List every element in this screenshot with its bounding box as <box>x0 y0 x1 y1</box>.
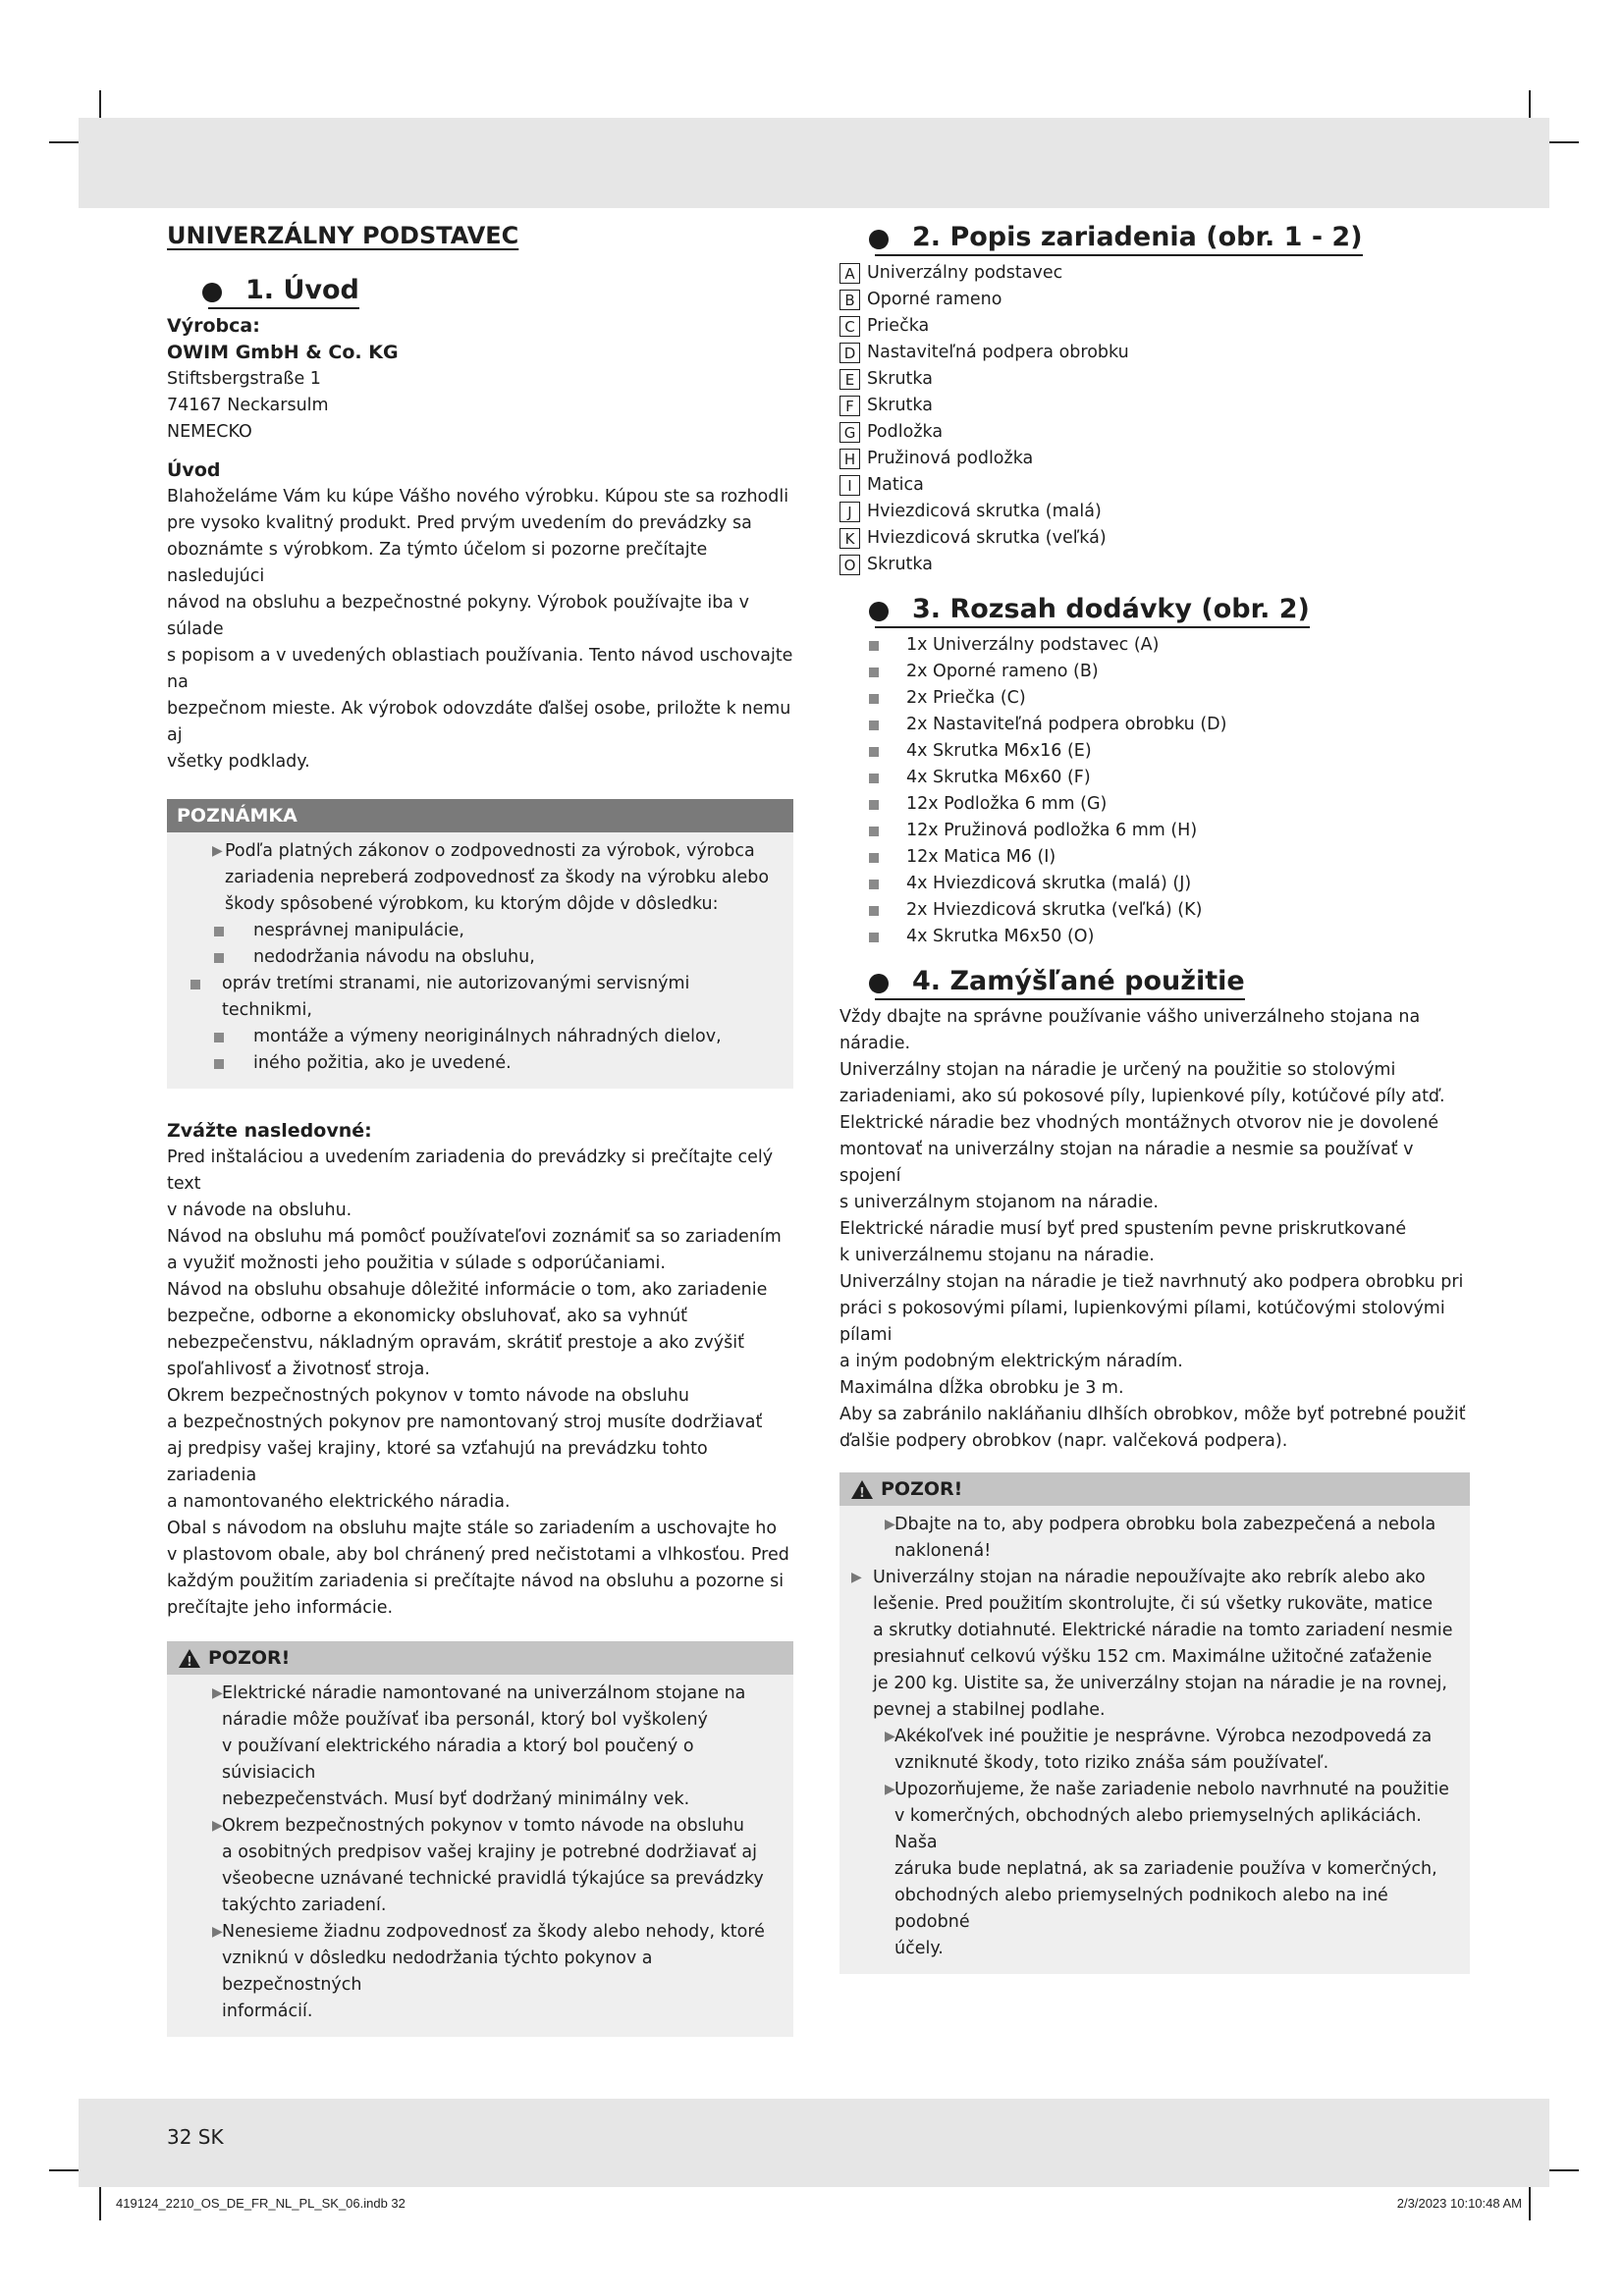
footer-band <box>79 2099 1549 2187</box>
address-line: NEMECKO <box>167 422 252 442</box>
caution-heading: ! POZOR! <box>167 1641 793 1675</box>
note-box-heading: POZNÁMKA <box>167 799 793 832</box>
address-line: 74167 Neckarsulm <box>167 396 329 415</box>
part-label: Pružinová podložka <box>867 449 1034 468</box>
note-list-item: opráv tretími stranami, nie autorizovanými servisnými technikmi, <box>179 971 782 1024</box>
part-label: Hviezdicová skrutka (malá) <box>867 502 1102 521</box>
caution-item: ▶ Akékoľvek iné použitie je nesprávne. Výrobca nezodpovedá za vzniknuté škody, toto riziko znáša sám používateľ. <box>851 1724 1458 1777</box>
caution-heading: ! POZOR! <box>839 1472 1470 1506</box>
scope-item: 4x Skrutka M6x50 (O) <box>839 924 1470 950</box>
crop-mark <box>99 2187 101 2220</box>
caution-box-right <box>839 1472 1470 1974</box>
note-list-item: nedodržania návodu na obsluhu, <box>179 944 782 971</box>
document-title: UNIVERZÁLNY PODSTAVEC <box>167 222 519 249</box>
part-label: Skrutka <box>867 555 933 574</box>
part-label: Skrutka <box>867 396 933 415</box>
parts-legend-row <box>839 552 1470 578</box>
part-key: G <box>839 422 860 443</box>
parts-legend-row <box>839 287 1470 313</box>
caution-box-left <box>167 1641 793 2037</box>
parts-legend-row <box>839 260 1470 287</box>
section-heading-scope: 3. Rozsah dodávky (obr. 2) <box>869 594 1470 628</box>
caution-item: ▶ Dbajte na to, aby podpera obrobku bola zabezpečená a nebola naklonená! <box>851 1512 1458 1565</box>
manufacturer-label: Výrobca: <box>167 315 260 337</box>
imprint-date: 2/3/2023 10:10:48 AM <box>1396 2196 1522 2211</box>
part-key: J <box>839 502 860 522</box>
parts-legend-row <box>839 446 1470 472</box>
uvod-text: Blahoželáme Vám ku kúpe Vášho nového výrobku. Kúpou ste sa rozhodli pre vysoko kvalitný produkt. Pred prvým uvedením do prevádzky sa oboznámte s výrobkom. Za týmto účelom si pozorne prečítajte nasledujúci návod na obsluhu a bezpečnostné pokyny. Výrobok používajte iba v súlade s popisom a v uvedených oblastiach používania. Tento návod uschovajte na bezpečnom mieste. Ak výrobok odovzdáte ďalšej osobe, priložte k nemu aj všetky podklady. <box>167 487 793 772</box>
uvod-heading: Úvod <box>167 459 221 481</box>
part-key: C <box>839 316 860 337</box>
parts-legend-row <box>839 366 1470 393</box>
address-line: Stiftsbergstraße 1 <box>167 369 321 389</box>
left-column <box>167 222 793 2037</box>
scope-item: 4x Skrutka M6x16 (E) <box>839 738 1470 765</box>
parts-legend-row <box>839 340 1470 366</box>
parts-legend-row <box>839 313 1470 340</box>
part-label: Matica <box>867 475 924 495</box>
section-heading-description: 2. Popis zariadenia (obr. 1 - 2) <box>869 222 1470 256</box>
part-key: A <box>839 263 860 284</box>
scope-item: 2x Priečka (C) <box>839 685 1470 712</box>
part-key: F <box>839 396 860 416</box>
scope-item: 12x Pružinová podložka 6 mm (H) <box>839 818 1470 844</box>
parts-legend <box>839 260 1470 578</box>
header-band <box>79 118 1549 208</box>
right-column <box>839 222 1470 1974</box>
part-label: Hviezdicová skrutka (veľká) <box>867 528 1107 548</box>
caution-item: ▶ Okrem bezpečnostných pokynov v tomto návode na obsluhu a osobitných predpisov vašej krajiny je potrebné dodržiavať aj všeobecne uznávané technické pravidlá týkajúce sa prevádzky takýchto zariadení. <box>179 1813 782 1919</box>
section-heading-intended-use: 4. Zamýšľané použitie <box>869 966 1470 1000</box>
note-box <box>167 799 793 1089</box>
caution-item: ▶ Elektrické náradie namontované na univerzálnom stojane na náradie môže používať iba personál, ktorý bol vyškolený v používaní elektrického náradia a ktorý bol poučený o súvisiacich nebezpečenstvách. Musí byť dodržaný minimálny vek. <box>179 1681 782 1813</box>
part-key: K <box>839 528 860 549</box>
scope-list <box>839 632 1470 950</box>
scope-item: 2x Nastaviteľná podpera obrobku (D) <box>839 712 1470 738</box>
part-key: E <box>839 369 860 390</box>
imprint-file: 419124_2210_OS_DE_FR_NL_PL_SK_06.indb 32 <box>116 2196 406 2211</box>
part-label: Podložka <box>867 422 944 442</box>
company-name: OWIM GmbH & Co. KG <box>167 342 399 363</box>
caution-item: ▶ Univerzálny stojan na náradie nepoužívajte ako rebrík alebo ako lešenie. Pred použitím skontrolujte, či sú všetky rukoväte, matice a skrutky dotiahnuté. Elektrické náradie na tomto zariadení nesmie presiahnuť celkovú výšku 152 cm. Maximálne užitočné zaťaženie je 200 kg. Uistite sa, že univerzálny stojan na náradie je na rovnej, pevnej a stabilnej podlahe. <box>851 1565 1458 1724</box>
note-list-item: iného požitia, ako je uvedené. <box>179 1050 782 1077</box>
parts-legend-row <box>839 472 1470 499</box>
parts-legend-row <box>839 499 1470 525</box>
part-label: Oporné rameno <box>867 290 1002 309</box>
part-key: B <box>839 290 860 310</box>
scope-item: 4x Skrutka M6x60 (F) <box>839 765 1470 791</box>
scope-item: 2x Oporné rameno (B) <box>839 659 1470 685</box>
part-label: Priečka <box>867 316 930 336</box>
caution-item: ▶ Upozorňujeme, že naše zariadenie nebolo navrhnuté na použitie v komerčných, obchodných alebo priemyselných aplikáciách. Naša záruka bude neplatná, ak sa zariadenie používa v komerčných, obchodných alebo priemyselných podnikoch alebo na iné podobné účely. <box>851 1777 1458 1962</box>
note-arrow-text: ▶ Podľa platných zákonov o zodpovednosti za výrobok, výrobca zariadenia nepreberá zodpovednosť za škody na výrobku alebo škody spôsobené výrobkom, ku ktorým dôjde v dôsledku: <box>179 838 782 918</box>
parts-legend-row <box>839 525 1470 552</box>
part-label: Skrutka <box>867 369 933 389</box>
part-key: H <box>839 449 860 469</box>
intended-use-text: Vždy dbajte na správne používanie vášho univerzálneho stojana na náradie. Univerzálny stojan na náradie je určený na použitie so stolovými zariadeniami, ako sú pokosové píly, lupienkové píly, kotúčové píly atď. Elektrické náradie bez vhodných montážnych otvorov nie je dovolené montovať na univerzálny stojan na náradie a nesmie sa používať v spojení s univerzálnym stojanom na náradie. Elektrické náradie musí byť pred spustením pevne priskrutkované k univerzálnemu stojanu na náradie. Univerzálny stojan na náradie je tiež navrhnutý ako podpera obrobku pri práci s pokosovými pílami, lupienkovými pílami, kotúčovými stolovými pílami a iným podobným elektrickým náradím. Maximálna dĺžka obrobku je 3 m. Aby sa zabránilo nakláňaniu dlhších obrobkov, môže byť potrebné použiť ďalšie podpery obrobkov (napr. valčeková podpera). <box>839 1007 1466 1451</box>
caution-item: ▶ Nenesieme žiadnu zodpovednosť za škody alebo nehody, ktoré vzniknú v dôsledku nedodržania týchto pokynov a bezpečnostných informácií. <box>179 1919 782 2025</box>
parts-legend-row <box>839 419 1470 446</box>
part-key: O <box>839 555 860 575</box>
note-list-item: montáže a výmeny neoriginálnych náhradných dielov, <box>179 1024 782 1050</box>
scope-item: 4x Hviezdicová skrutka (malá) (J) <box>839 871 1470 897</box>
note-list-item: nesprávnej manipulácie, <box>179 918 782 944</box>
consider-text: Pred inštaláciou a uvedením zariadenia do prevádzky si prečítajte celý text v návode na obsluhu. Návod na obsluhu má pomôcť používateľovi zoznámiť sa so zariadením a využiť možnosti jeho použitia v súlade s odporúčaniami. Návod na obsluhu obsahuje dôležité informácie o tom, ako zariadenie bezpečne, odborne a ekonomicky obsluhovať, ako sa vyhnúť nebezpečenstvu, nákladným opravám, skrátiť prestoje a ako zvýšiť spoľahlivosť a životnosť stroja. Okrem bezpečnostných pokynov v tomto návode na obsluhu a bezpečnostných pokynov pre namontovaný stroj musíte dodržiavať aj predpisy vašej krajiny, ktoré sa vzťahujú na prevádzku tohto zariadenia a namontovaného elektrického náradia. Obal s návodom na obsluhu majte stále so zariadením a uschovajte ho v plastovom obale, aby bol chránený pred nečistotami a vlhkosťou. Pred každým použitím zariadenia si prečítajte návod na obsluhu a pozorne si prečítajte jeho informácie. <box>167 1148 789 1618</box>
part-key: I <box>839 475 860 496</box>
parts-legend-row <box>839 393 1470 419</box>
part-label: Univerzálny podstavec <box>867 263 1063 283</box>
scope-item: 1x Univerzálny podstavec (A) <box>839 632 1470 659</box>
crop-mark <box>1529 2187 1531 2220</box>
consider-heading: Zvážte nasledovné: <box>167 1120 372 1142</box>
warning-icon <box>851 1480 873 1499</box>
page-number: 32 SK <box>167 2125 224 2149</box>
scope-item: 12x Podložka 6 mm (G) <box>839 791 1470 818</box>
warning-icon <box>179 1649 200 1668</box>
part-label: Nastaviteľná podpera obrobku <box>867 343 1129 362</box>
section-heading-intro: 1. Úvod <box>202 275 793 309</box>
part-key: D <box>839 343 860 363</box>
scope-item: 2x Hviezdicová skrutka (veľká) (K) <box>839 897 1470 924</box>
scope-item: 12x Matica M6 (I) <box>839 844 1470 871</box>
